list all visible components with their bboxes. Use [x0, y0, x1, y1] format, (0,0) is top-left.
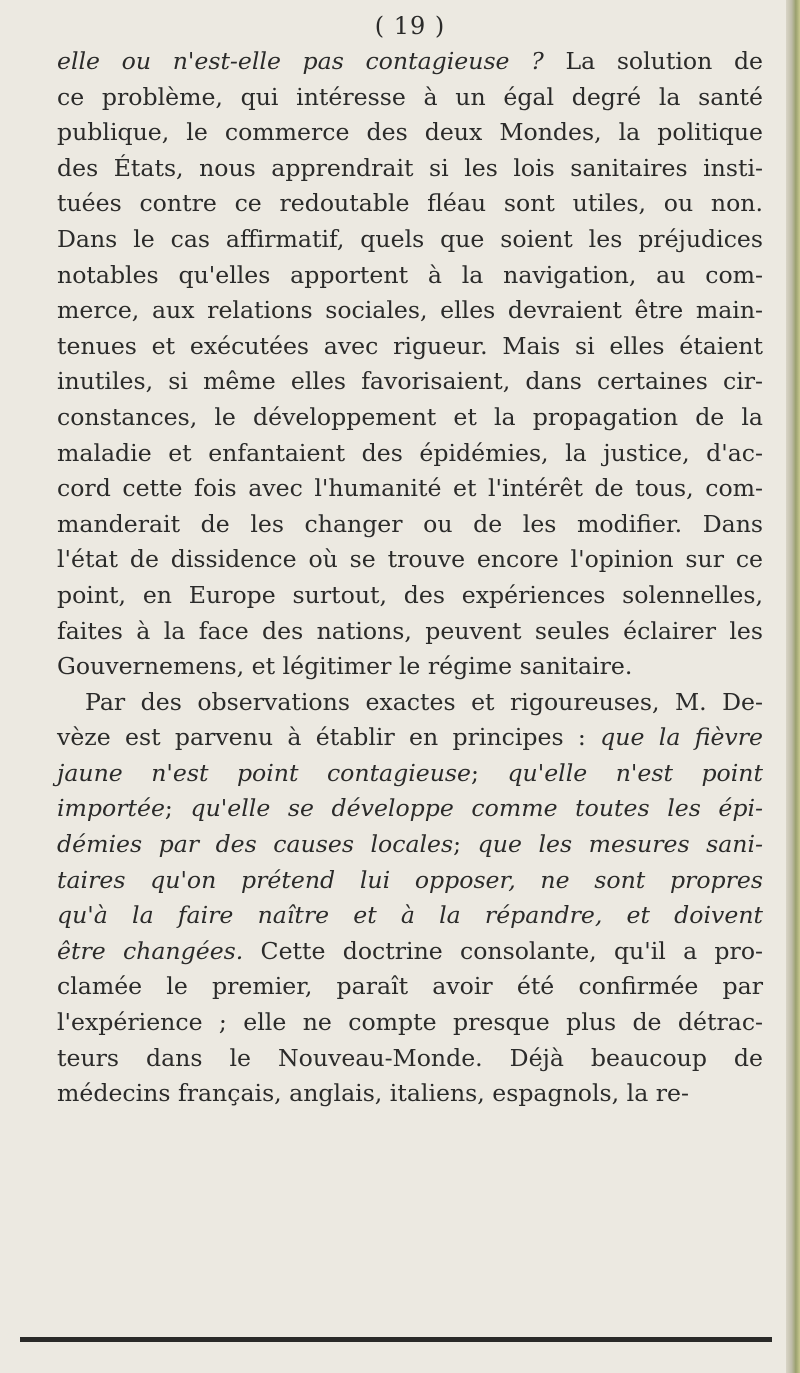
- line-italic-text: qu'elle n'est point: [507, 758, 763, 787]
- line-text: teurs dans le Nouveau-Monde. Déjà beaucoup de: [57, 1043, 763, 1072]
- line-italic-text: jaune n'est point contagieuse: [57, 758, 471, 787]
- line-italic-text: que la fièvre: [585, 723, 763, 752]
- line-text: l'état de dissidence où se trouve encore l'opinion sur ce: [57, 545, 763, 574]
- text-line: [57, 756, 763, 792]
- line-text: tuées contre ce redoutable fléau sont utiles, ou non.: [57, 189, 763, 218]
- line-text: constances, le développement et la propagation de la: [57, 402, 763, 431]
- text-line: [57, 507, 763, 543]
- text-line: [57, 329, 763, 365]
- text-line: [57, 293, 763, 329]
- text-line: [57, 1005, 763, 1041]
- text-line: [57, 685, 763, 721]
- page-edge: [786, 0, 800, 1373]
- line-italic-text: être changées.: [57, 936, 244, 965]
- line-italic-text: qu'à la faire naître et à la répandre, et doivent: [57, 901, 763, 930]
- text-line: [57, 898, 763, 934]
- text-line: [57, 649, 763, 685]
- text-line: [57, 222, 763, 258]
- text-line: [57, 827, 763, 863]
- line-text: notables qu'elles apportent à la navigation, au com-: [57, 260, 763, 289]
- line-text: La solution de: [543, 47, 764, 75]
- text-line: [57, 1076, 763, 1112]
- line-text: clamée le premier, paraît avoir été confirmée par: [57, 972, 763, 1001]
- line-italic-text: elle ou n'est-elle pas contagieuse ?: [57, 47, 544, 75]
- page-number: ( 19 ): [374, 12, 446, 40]
- line-text: merce, aux relations sociales, elles devraient être main-: [57, 296, 763, 325]
- line-text: Dans le cas affirmatif, quels que soient les préjudices: [57, 224, 763, 253]
- text-line: [57, 863, 763, 899]
- line-italic-text: qu'elle se développe comme toutes les épi-: [190, 794, 763, 823]
- line-text: Gouvernemens, et légitimer le régime sanitaire.: [57, 652, 633, 681]
- text-line: [57, 44, 763, 80]
- page-text-block: [57, 8, 763, 1112]
- line-text: Par des observations exactes et rigoureuses, M. De-: [85, 687, 763, 716]
- text-line: [57, 471, 763, 507]
- line-text: ce problème, qui intéresse à un égal degré la santé: [57, 82, 763, 111]
- text-line: [57, 578, 763, 614]
- line-italic-text: démies par des causes locales: [57, 830, 454, 859]
- text-line: [57, 186, 763, 222]
- text-line: [57, 151, 763, 187]
- line-text: l'expérience ; elle ne compte presque plus de détrac-: [57, 1008, 763, 1037]
- line-text: faites à la face des nations, peuvent seules éclairer les: [57, 616, 763, 645]
- line-text: inutiles, si même elles favorisaient, dans certaines cir-: [57, 367, 763, 396]
- paragraph-lines: [57, 44, 763, 1112]
- line-text: point, en Europe surtout, des expériences solennelles,: [57, 580, 763, 609]
- line-text: cord cette fois avec l'humanité et l'intérêt de tous, com-: [57, 474, 763, 503]
- bottom-rule: [20, 1337, 772, 1342]
- text-line: [57, 364, 763, 400]
- line-text: médecins français, anglais, italiens, espagnols, la re-: [57, 1079, 689, 1108]
- line-italic-text: que les mesures sani-: [477, 830, 764, 859]
- text-line: [57, 1041, 763, 1077]
- text-line: [57, 614, 763, 650]
- line-text: maladie et enfantaient des épidémies, la justice, d'ac-: [57, 438, 763, 467]
- text-line: [57, 969, 763, 1005]
- text-line: [57, 934, 763, 970]
- line-text: tenues et exécutées avec rigueur. Mais si elles étaient: [57, 331, 763, 360]
- text-line: [57, 400, 763, 436]
- line-text: ;: [471, 758, 508, 787]
- line-text: publique, le commerce des deux Mondes, la politique: [57, 118, 763, 147]
- text-line: [57, 720, 763, 756]
- line-text: ;: [164, 794, 191, 823]
- text-line: [57, 436, 763, 472]
- line-text: ;: [453, 830, 478, 859]
- line-text: vèze est parvenu à établir en principes :: [57, 723, 586, 752]
- text-line: [57, 115, 763, 151]
- line-text: manderait de les changer ou de les modifier. Dans: [57, 509, 763, 538]
- text-line: [57, 791, 763, 827]
- line-italic-text: importée: [57, 794, 165, 823]
- line-italic-text: taires qu'on prétend lui opposer, ne sont propres: [57, 865, 763, 894]
- line-text: Cette doctrine consolante, qu'il a pro-: [243, 936, 763, 965]
- text-line: [57, 542, 763, 578]
- text-line: [57, 80, 763, 116]
- line-text: des États, nous apprendrait si les lois sanitaires insti-: [57, 153, 763, 182]
- text-line: [57, 258, 763, 294]
